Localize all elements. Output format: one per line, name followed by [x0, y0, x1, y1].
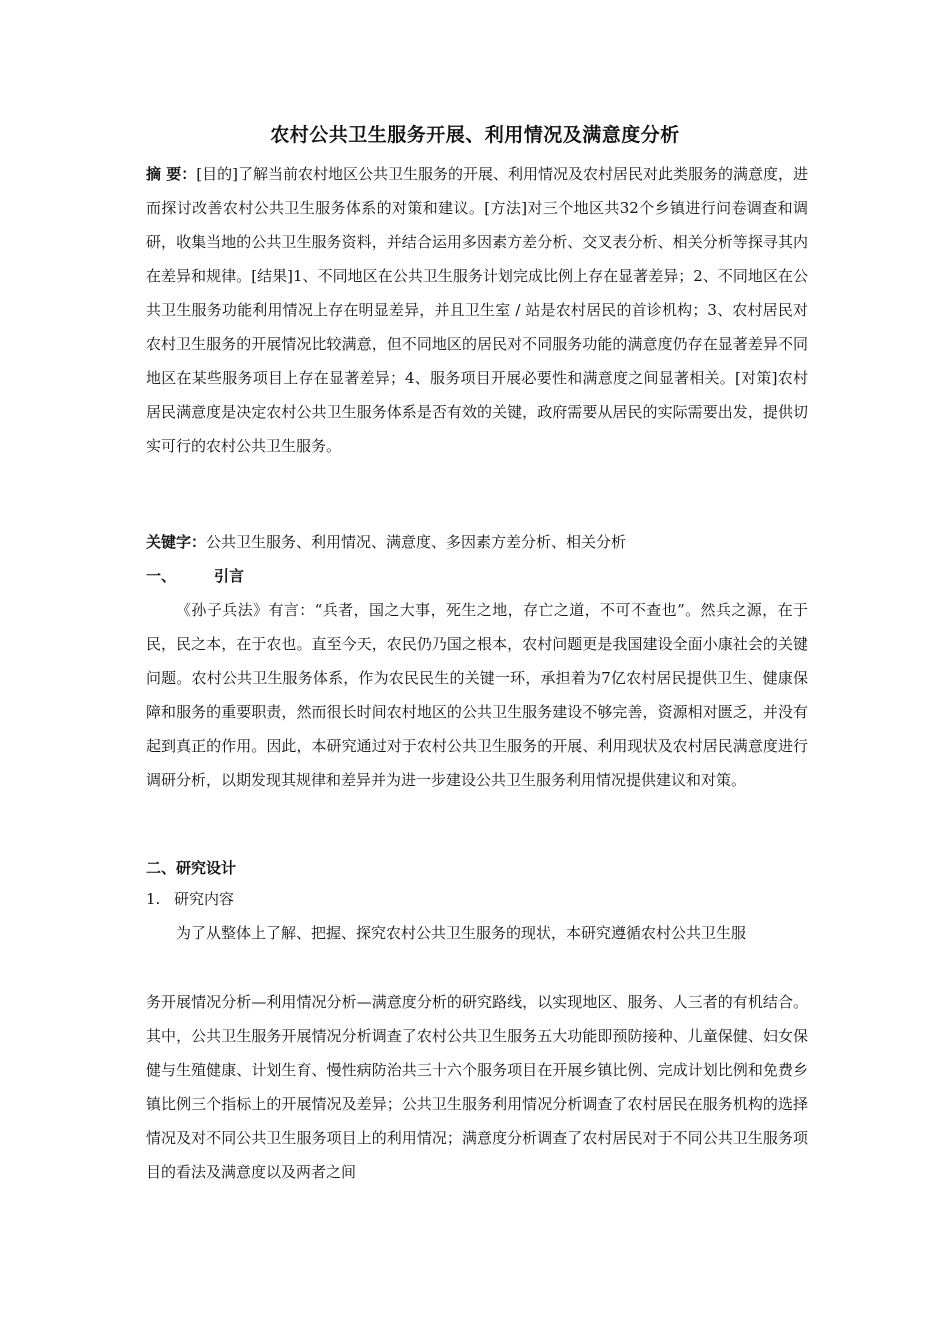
- research-content-paragraph-continued: 务开展情况分析—利用情况分析—满意度分析的研究路线，以实现地区、服务、人三者的有机结合。其中，公共卫生服务开展情况分析调查了农村公共卫生服务五大功能即预防接种、儿童保健、妇女保健与生殖健康、计划生育、慢性病防治共三十六个服务项目在开展乡镇比例、完成计划比例和免费乡镇比例三个指标上的开展情况及差异；公共卫生服务利用情况分析调查了农村居民在服务机构的选择情况及对不同公共卫生服务项目上的利用情况；满意度分析调查了农村居民对于不同公共卫生服务项目的看法及满意度以及两者之间: [146, 993, 808, 1181]
- abstract-label: 摘 要：: [146, 165, 197, 183]
- keywords-line: [146, 525, 808, 559]
- document-title: 农村公共卫生服务开展、利用情况及满意度分析: [270, 124, 680, 146]
- section-2-heading: 二、研究设计: [146, 859, 237, 877]
- subsection-1-title: 研究内容: [174, 890, 235, 908]
- subsection-1-heading: [146, 882, 234, 916]
- subsection-1-number: 1.: [146, 890, 161, 908]
- keywords-text: 公共卫生服务、利用情况、满意度、多因素方差分析、相关分析: [206, 533, 627, 551]
- section-1-heading: [146, 559, 244, 593]
- section-1-paragraph: 《孙子兵法》有言：“兵者，国之大事，死生之地，存亡之道，不可不查也”。然兵之源，在于民，民之本，在于农也。直至今天，农民仍乃国之根本，农村问题更是我国建设全面小康社会的关键问题。农村公共卫生服务体系，作为农民民生的关键一环，承担着为7亿农村居民提供卫生、健康保障和服务的重要职责，然而很长时间农村地区的公共卫生服务建设不够完善，资源相对匮乏，并没有起到真正的作用。因此，本研究通过对于农村公共卫生服务的开展、利用现状及农村居民满意度进行调研分析，以期发现其规律和差异并为进一步建设公共卫生服务利用情况提供建议和对策。: [146, 601, 808, 789]
- research-content-paragraph-start: 为了从整体上了解、把握、探究农村公共卫生服务的现状，本研究遵循农村公共卫生服: [176, 924, 747, 942]
- section-1-number: 一、: [146, 567, 177, 585]
- abstract-text: [目的]了解当前农村地区公共卫生服务的开展、利用情况及农村居民对此类服务的满意度，进而探讨改善农村公共卫生服务体系的对策和建议。[方法]对三个地区共32个乡镇进行问卷调查和调研，收集当地的公共卫生服务资料，并结合运用多因素方差分析、交叉表分析、相关分析等探寻其内在差异和规律。[结果]1、不同地区在公共卫生服务计划完成比例上存在显著差异；2、不同地区在公共卫生服务功能利用情况上存在明显差异，并且卫生室 / 站是农村居民的首诊机构；3、农村居民对农村卫生服务的开展情况比较满意，但不同地区的居民对不同服务功能的满意度仍存在显著差异不同地区在某些服务项目上存在显著差异；4、服务项目开展必要性和满意度之间显著相关。[对策]农村居民满意度是决定农村公共卫生服务体系是否有效的关键，政府需要从居民的实际需要出发，提供切实可行的农村公共卫生服务。: [146, 165, 808, 455]
- abstract-paragraph: [146, 157, 808, 463]
- section-1-title: 引言: [214, 567, 245, 585]
- keywords-label: 关键字：: [146, 533, 207, 551]
